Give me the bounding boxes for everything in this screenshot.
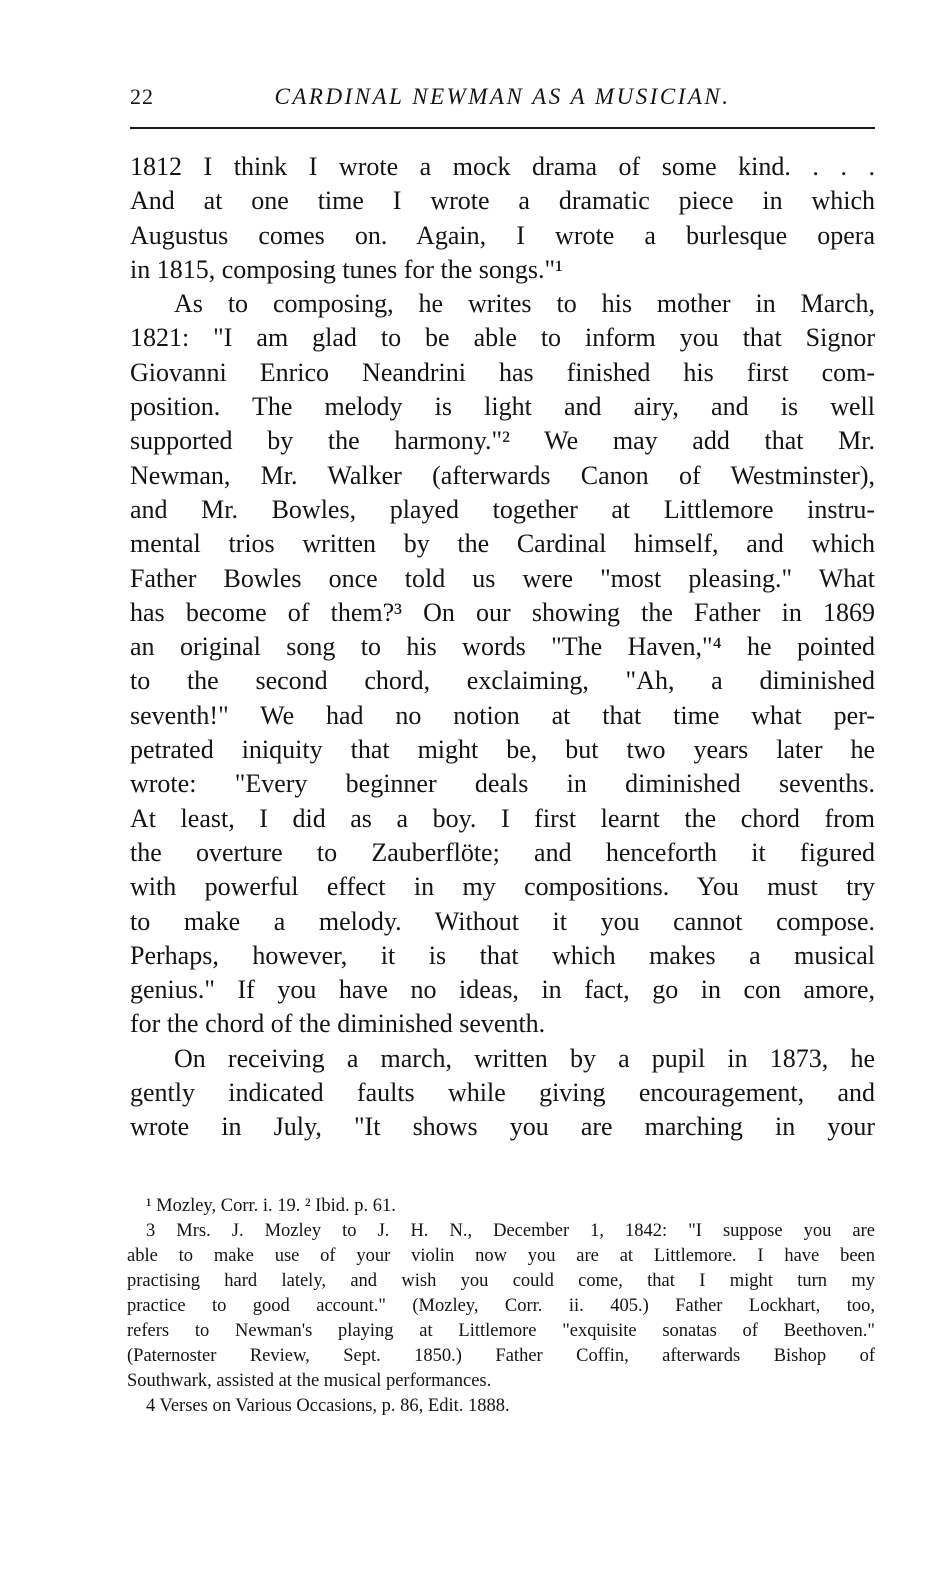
- body-line: the overture to Zauberflöte; and henceforth it figured: [130, 837, 875, 867]
- body-line: an original song to his words "The Haven,"⁴ he pointed: [130, 632, 875, 662]
- body-line: Perhaps, however, it is that which makes a musical: [130, 940, 875, 970]
- footnote-line: ¹ Mozley, Corr. i. 19. ² Ibid. p. 61.: [146, 1196, 396, 1216]
- body-line: wrote: "Every beginner deals in diminished sevenths.: [130, 769, 875, 799]
- running-title: CARDINAL NEWMAN AS A MUSICIAN.: [274, 84, 731, 109]
- footnote-line: refers to Newman's playing at Littlemore "exquisite sonatas of Beethoven.": [127, 1321, 875, 1341]
- body-line: supported by the harmony."² We may add that Mr.: [130, 426, 875, 456]
- footnote-line: Southwark, assisted at the musical performances.: [127, 1371, 492, 1391]
- body-line: mental trios written by the Cardinal himself, and which: [130, 529, 875, 559]
- body-line: On receiving a march, written by a pupil in 1873, he: [174, 1043, 875, 1073]
- page-number: 22: [130, 84, 154, 109]
- body-text: [130, 150, 875, 1145]
- body-line: seventh!" We had no notion at that time what per-: [130, 700, 875, 730]
- footnote-line: able to make use of your violin now you are at Littlemore. I have been: [127, 1246, 875, 1266]
- body-line: position. The melody is light and airy, and is well: [130, 392, 875, 422]
- body-line: in 1815, composing tunes for the songs."¹: [130, 254, 563, 284]
- body-line: with powerful effect in my compositions. You must try: [130, 872, 875, 902]
- body-line: At least, I did as a boy. I first learnt the chord from: [130, 803, 875, 833]
- body-line: As to composing, he writes to his mother in March,: [174, 289, 875, 319]
- body-line: And at one time I wrote a dramatic piece in which: [130, 186, 875, 216]
- header-rule: [130, 127, 875, 129]
- footnote-line: practising hard lately, and wish you could come, that I might turn my: [127, 1271, 875, 1291]
- page-header: [130, 84, 875, 116]
- footnote-line: practice to good account." (Mozley, Corr. ii. 405.) Father Lockhart, too,: [127, 1296, 875, 1316]
- body-line: to the second chord, exclaiming, "Ah, a diminished: [130, 666, 875, 696]
- body-line: Giovanni Enrico Neandrini has finished his first com-: [130, 357, 875, 387]
- footnotes: [127, 1194, 875, 1419]
- body-line: for the chord of the diminished seventh.: [130, 1009, 546, 1039]
- body-line: to make a melody. Without it you cannot compose.: [130, 906, 875, 936]
- body-line: Augustus comes on. Again, I wrote a burlesque opera: [130, 220, 875, 250]
- body-line: 1812 I think I wrote a mock drama of some kind. . . .: [130, 152, 875, 181]
- footnote-line: (Paternoster Review, Sept. 1850.) Father Coffin, afterwards Bishop of: [127, 1346, 875, 1366]
- footnote-line: 3 Mrs. J. Mozley to J. H. N., December 1, 1842: "I suppose you are: [146, 1221, 875, 1241]
- body-line: and Mr. Bowles, played together at Littlemore instru-: [130, 494, 875, 524]
- body-line: gently indicated faults while giving encouragement, and: [130, 1078, 875, 1108]
- body-line: Newman, Mr. Walker (afterwards Canon of Westminster),: [130, 460, 875, 490]
- body-line: Father Bowles once told us were "most pleasing." What: [130, 563, 875, 593]
- footnote-line: 4 Verses on Various Occasions, p. 86, Edit. 1888.: [146, 1396, 510, 1416]
- body-line: has become of them?³ On our showing the Father in 1869: [130, 597, 875, 627]
- body-line: genius." If you have no ideas, in fact, go in con amore,: [130, 975, 875, 1005]
- body-line: wrote in July, "It shows you are marching in your: [130, 1112, 875, 1142]
- body-line: 1821: "I am glad to be able to inform you that Signor: [130, 323, 875, 353]
- body-line: petrated iniquity that might be, but two years later he: [130, 735, 875, 765]
